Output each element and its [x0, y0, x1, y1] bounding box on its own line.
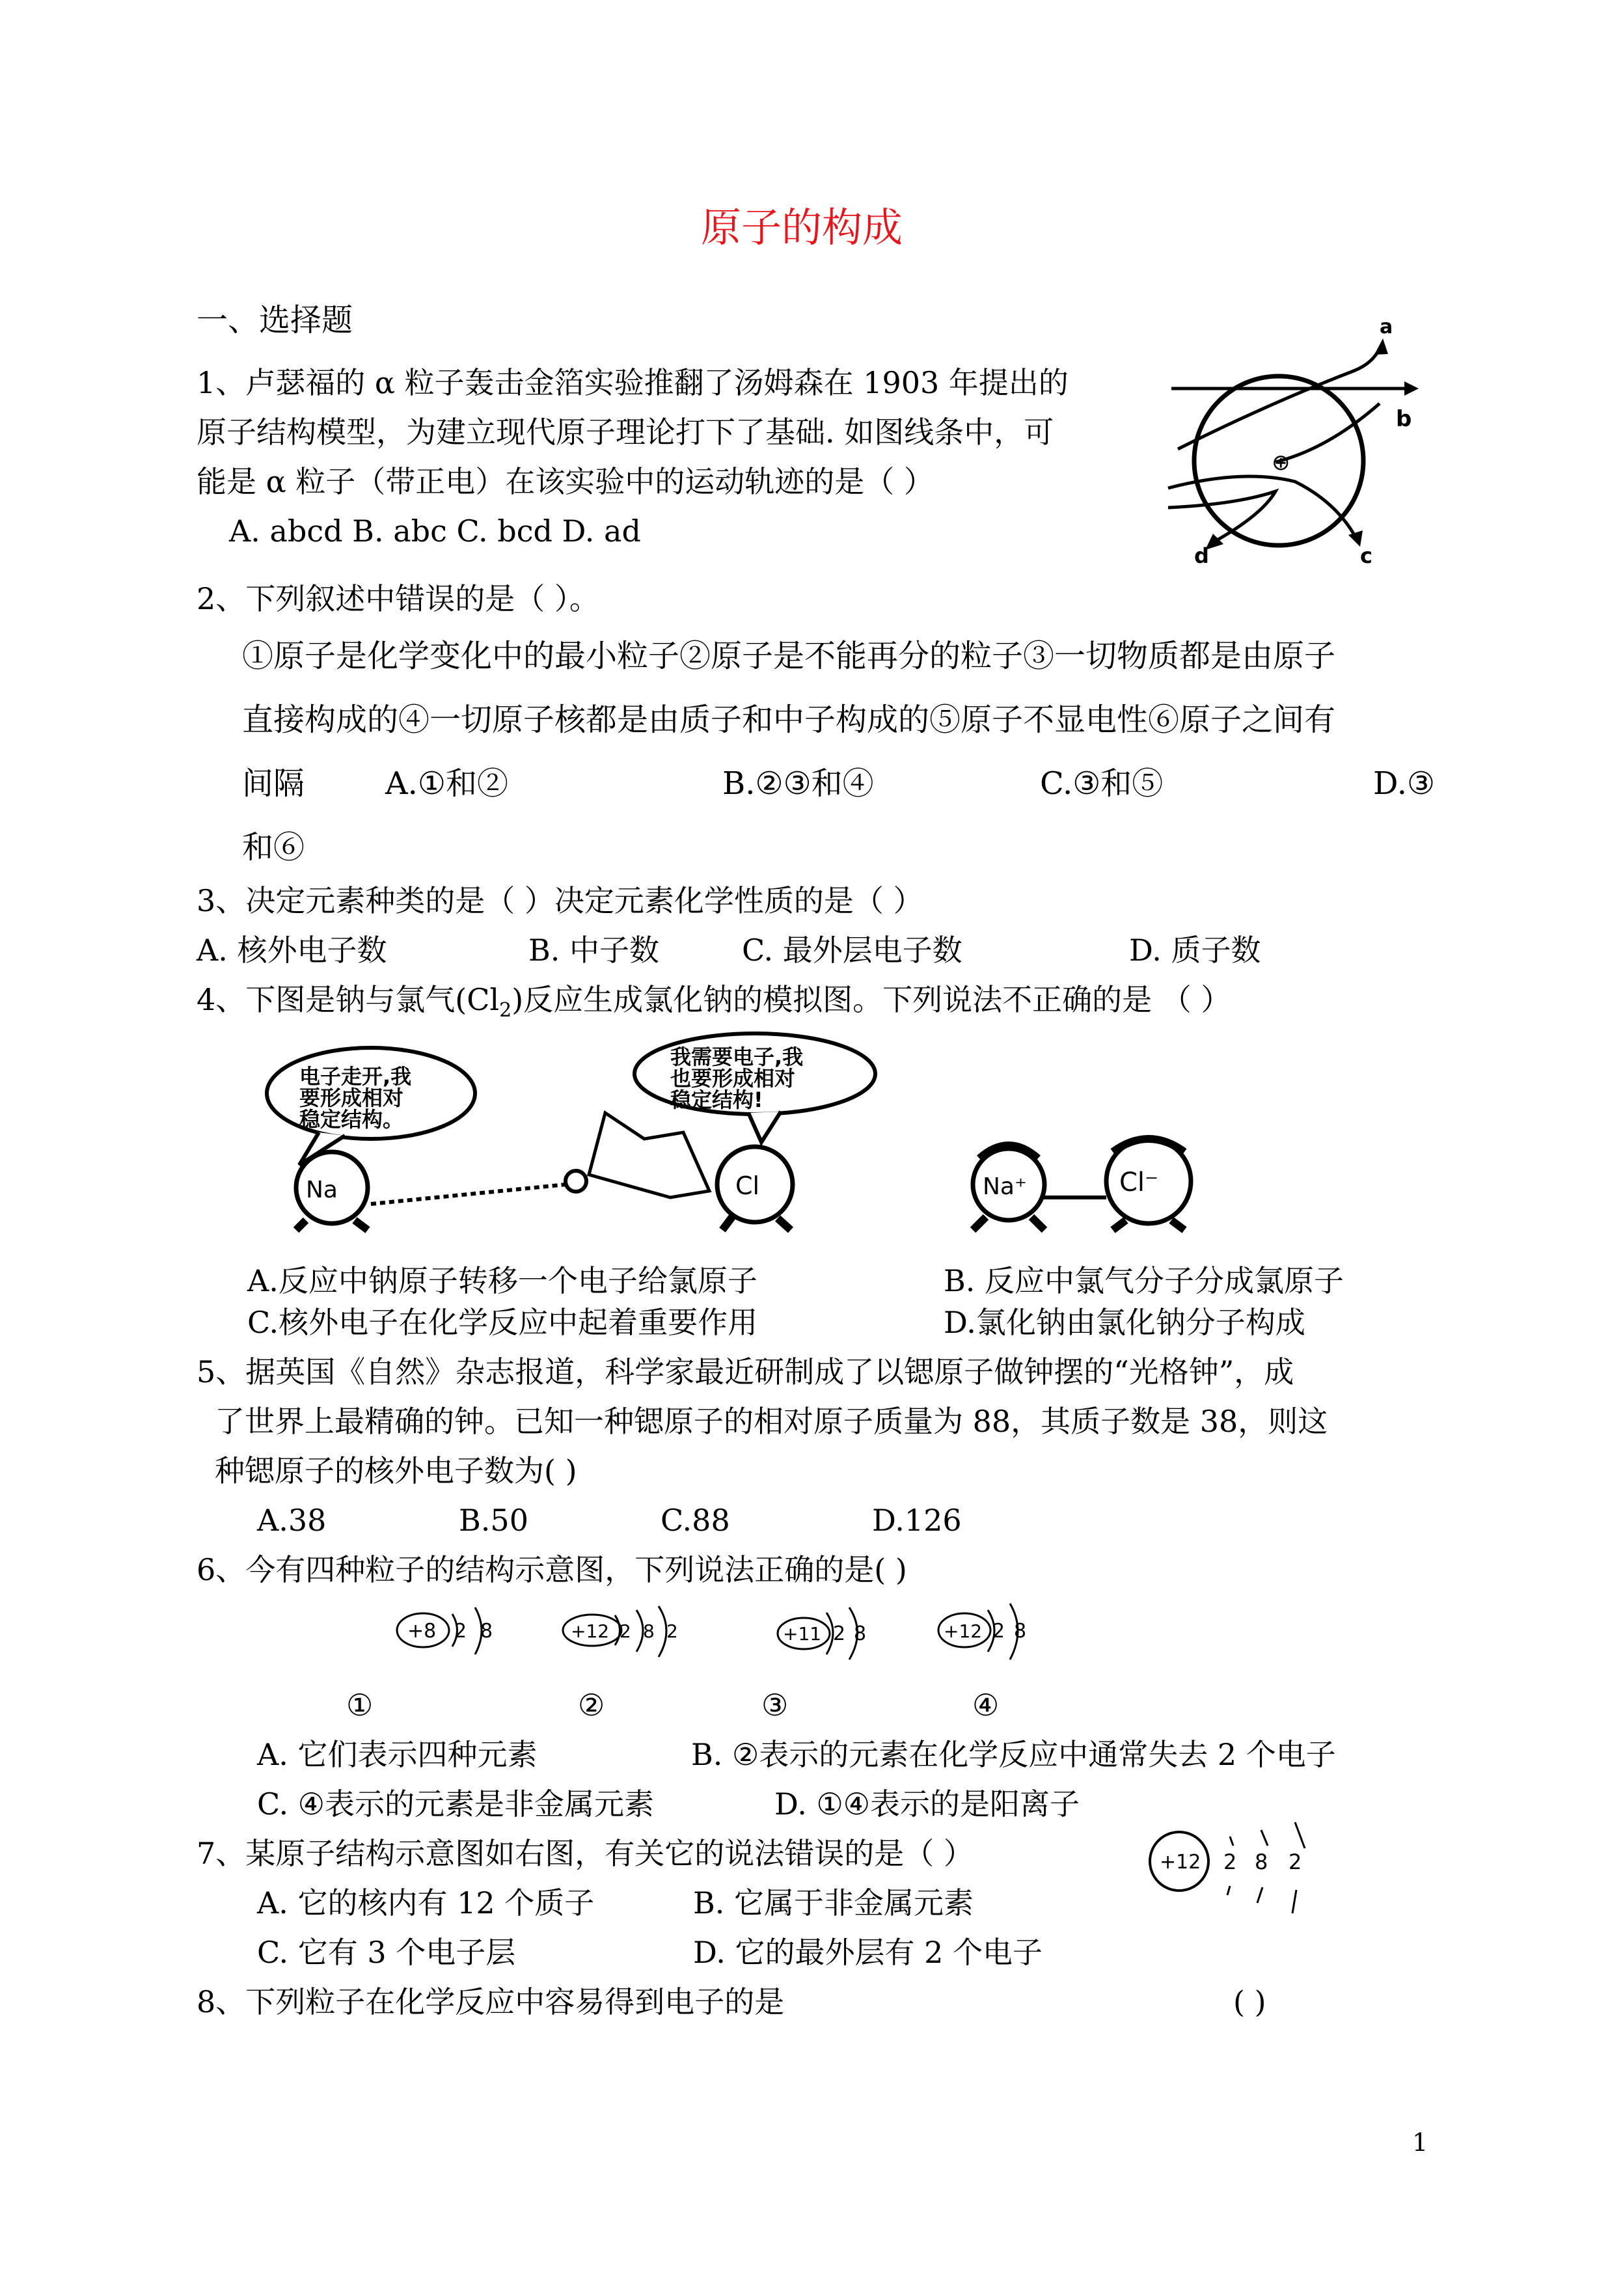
q4-stem-pre: 4、下图是钠与氯气(Cl: [197, 982, 500, 1017]
nucleus-icon: ⊕: [1272, 450, 1290, 476]
q3-option-a: A. 核外电子数: [197, 933, 387, 968]
diagram-3-nucleus: +11: [783, 1623, 822, 1645]
diagram-2: [563, 1606, 678, 1657]
diagram-3-shell-2: 8: [854, 1622, 867, 1645]
q4-stem: [197, 980, 1231, 1030]
q7-shell-3: 2: [1289, 1850, 1302, 1874]
q2-line2: 直接构成的④一切原子核都是由质子和中子构成的⑤原子不显电性⑥原子之间有: [242, 702, 1336, 738]
q4-option-a: A.反应中钠原子转移一个电子给氯原子: [247, 1263, 757, 1298]
diagram-4-nucleus: +12: [944, 1620, 983, 1642]
q4-stem-sub: 2: [499, 999, 512, 1022]
diagram-3-shell-1: 2: [833, 1622, 846, 1645]
q7-option-a: A. 它的核内有 12 个质子: [257, 1885, 595, 1920]
alpha-scattering-figure: [1165, 316, 1425, 568]
page-number: 1: [1412, 2128, 1428, 2157]
q5-option-b: B.50: [459, 1503, 528, 1538]
bubble-cl-line2: 也要形成相对: [670, 1066, 796, 1091]
q2-line1: ①原子是化学变化中的最小粒子②原子是不能再分的粒子③一切物质都是由原子: [242, 638, 1336, 674]
diagram-2-shell-1: 2: [620, 1620, 631, 1642]
q5-line1: 5、据英国《自然》杂志报道，科学家最近研制成了以锶原子做钟摆的“光格钟”，成: [197, 1354, 1294, 1389]
diagram-4: [938, 1604, 1026, 1660]
q7-nucleus: +12: [1160, 1851, 1201, 1874]
q5-option-c: C.88: [661, 1503, 730, 1538]
q4-option-c: C.核外电子在化学反应中起着重要作用: [247, 1305, 758, 1340]
q5-line3: 种锶原子的核外电子数为( ): [215, 1453, 577, 1488]
na-ion-label: Na⁺: [983, 1173, 1027, 1200]
page-title: 原子的构成: [701, 204, 903, 251]
q8-stem: 8、下列粒子在化学反应中容易得到电子的是: [197, 1984, 785, 2019]
bubble-na-line2: 要形成相对: [299, 1086, 404, 1110]
q1-line1: 1、卢瑟福的 α 粒子轰击金箔实验推翻了汤姆森在 1903 年提出的: [197, 365, 1069, 400]
cl-ion-label: Cl⁻: [1119, 1168, 1159, 1197]
q3-option-c: C. 最外层电子数: [742, 933, 962, 968]
q2-stem: 2、下列叙述中错误的是（ ）。: [197, 581, 599, 616]
bubble-na-line1: 电子走开,我: [299, 1064, 412, 1089]
q5-option-a: A.38: [257, 1503, 327, 1538]
q1-line2: 原子结构模型，为建立现代原子理论打下了基础. 如图线条中，可: [197, 415, 1054, 450]
section-heading: 一、选择题: [197, 302, 353, 338]
q3-option-d: D. 质子数: [1129, 933, 1261, 968]
label-d: d: [1194, 543, 1209, 568]
electron-icon: [566, 1171, 586, 1192]
diagram-4-shell-1: 2: [992, 1620, 1005, 1643]
q5-option-d: D.126: [872, 1503, 962, 1538]
label-c: c: [1360, 543, 1372, 568]
q6-stem: 6、今有四种粒子的结构示意图，下列说法正确的是( ): [197, 1552, 907, 1587]
q1-options: A. abcd B. abc C. bcd D. ad: [229, 513, 641, 549]
diagram-1-shell-2: 8: [480, 1620, 493, 1643]
track-d: [1168, 491, 1275, 540]
q7-structure-diagram: [1145, 1822, 1315, 1920]
q7-option-d: D. 它的最外层有 2 个电子: [693, 1935, 1043, 1970]
q7-stem: 7、某原子结构示意图如右图，有关它的说法错误的是（ ）: [197, 1836, 974, 1871]
diagram-1-nucleus: +8: [407, 1620, 437, 1643]
label-a: a: [1380, 316, 1393, 338]
q6-label-3: ③: [761, 1688, 789, 1723]
q6-option-b: B. ②表示的元素在化学反应中通常失去 2 个电子: [691, 1737, 1336, 1772]
label-b: b: [1396, 406, 1412, 432]
cl-label: Cl: [735, 1171, 760, 1200]
q7-shell-1: 2: [1223, 1850, 1237, 1874]
q2-option-a: A.①和②: [385, 765, 508, 802]
bubble-na-line3: 稳定结构。: [299, 1107, 404, 1132]
q1-line3: 能是 α 粒子（带正电）在该实验中的运动轨迹的是（ ）: [197, 464, 934, 499]
q4-option-d: D.氯化钠由氯化钠分子构成: [944, 1305, 1305, 1340]
q6-label-2: ②: [578, 1688, 605, 1723]
diagram-2-shell-3: 2: [666, 1620, 678, 1642]
q6-label-4: ④: [972, 1688, 1000, 1723]
q4-stem-post: )反应生成氯化钠的模拟图。下列说法不正确的是 （ ）: [511, 982, 1231, 1017]
q2-option-d-cont: 和⑥: [242, 829, 305, 866]
q3-option-b: B. 中子数: [528, 933, 660, 968]
q6-structure-diagrams: [390, 1601, 1054, 1673]
q7-option-b: B. 它属于非金属元素: [693, 1885, 974, 1920]
q6-option-c: C. ④表示的元素是非金属元素: [257, 1786, 655, 1822]
q2-option-d: D.③: [1373, 765, 1436, 802]
q5-line2: 了世界上最精确的钟。已知一种锶原子的相对原子质量为 88，其质子数是 38，则这: [215, 1404, 1328, 1439]
q4-option-b: B. 反应中氯气分子分成氯原子: [944, 1263, 1344, 1298]
diagram-1: [397, 1607, 493, 1654]
na-label: Na: [306, 1177, 338, 1203]
q2-option-b: B.②③和④: [722, 765, 874, 802]
q2-option-c: C.③和⑤: [1040, 765, 1164, 802]
diagram-4-shell-2: 8: [1014, 1620, 1027, 1643]
q7-option-c: C. 它有 3 个电子层: [257, 1935, 516, 1970]
q2-line3-prefix: 间隔: [242, 765, 305, 802]
sodium-chlorine-cartoon: [241, 1035, 1289, 1230]
bubble-cl-line1: 我需要电子,我: [670, 1045, 804, 1069]
diagram-2-nucleus: +12: [571, 1620, 610, 1642]
q6-option-d: D. ①④表示的是阳离子: [774, 1786, 1080, 1822]
q3-stem: 3、决定元素种类的是（ ）决定元素化学性质的是（ ）: [197, 883, 923, 918]
q6-label-1: ①: [346, 1688, 374, 1723]
bubble-cl-line3: 稳定结构!: [670, 1087, 763, 1112]
diagram-3: [778, 1607, 866, 1660]
diagram-1-shell-1: 2: [454, 1620, 467, 1643]
q8-paren: ( ): [1233, 1984, 1266, 2019]
track-a: [1178, 348, 1380, 449]
q6-option-a: A. 它们表示四种元素: [257, 1737, 538, 1772]
q7-shell-2: 8: [1255, 1850, 1268, 1874]
diagram-2-shell-2: 8: [643, 1620, 655, 1642]
